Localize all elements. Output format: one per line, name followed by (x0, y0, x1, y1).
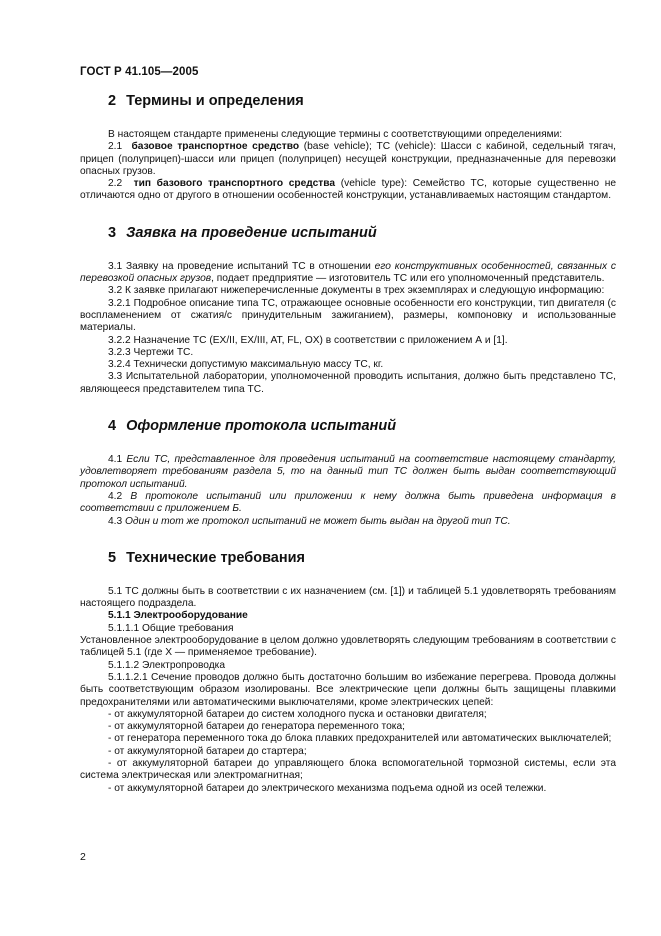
clause-5-1-1-2-1: 5.1.1.2.1 Сечение проводов должно быть достаточно большим во избежание перегрева. Провода должны быть соответствующим образом изолированы. Все электрические цепи должны быть защищены плавкими предохранителями или автоматическими выключателями, кроме электрических цепей: (80, 671, 616, 708)
clause-4-2: 4.2 В протоколе испытаний или приложении к нему должна быть приведена информация в соответствии с приложением Б. (80, 490, 616, 515)
section-2-title: Термины и определения (126, 93, 304, 109)
section-5-heading (108, 549, 616, 567)
section-4-title: Оформление протокола испытаний (126, 418, 397, 435)
clause-2-1: 2.1 базовое транспортное средство (base vehicle); ТС (vehicle): Шасси с кабиной, седельный тягач, прицеп (полуприцеп)-шасси или прицеп (полуприцеп) несущей конструкции, предназначенные для перевозки опасных грузов. (80, 141, 616, 177)
clause-5-1-1-1-text: Установленное электрооборудование в целом должно удовлетворять следующим требованиям в соответствии с таблицей 5.1 (где X — применяемое требование). (80, 635, 616, 659)
clause-3-2-1: 3.2.1 Подробное описание типа ТС, отражающее основные особенности его конструкции, тип двигателя (с воспламенением от сжатия/с принудительным зажиганием), размеры, компоновку и использованные материалы. (80, 297, 616, 334)
clause-3-2-3: 3.2.3 Чертежи ТС. (108, 346, 194, 358)
page-number: 2 (80, 851, 86, 863)
clause-3-2-2: 3.2.2 Назначение ТС (EX/II, EX/III, AT, FL, OX) в соответствии с приложением А и [1]. (108, 334, 508, 346)
section-4-heading (108, 417, 616, 435)
clause-3-1: 3.1 Заявку на проведение испытаний ТС в отношении его конструктивных особенностей, связанных с перевозкой опасных грузов, подает предприятие — изготовитель ТС или его уполномоченный представитель. (80, 260, 616, 285)
section-5-title: Технические требования (126, 549, 306, 566)
clause-2-2: 2.2 тип базового транспортного средства (vehicle type): Семейство ТС, которые существенно не отличаются одно от другого в отношении особенностей конструкции, устанавливаемых настоящим стандартом. (80, 178, 616, 202)
section-5-number: 5 (108, 549, 117, 566)
document-header: ГОСТ Р 41.105—2005 (80, 66, 199, 78)
section-3-number: 3 (108, 224, 117, 241)
list-item: - от аккумуляторной батареи до стартера; (108, 745, 307, 757)
document-body (80, 92, 616, 795)
clause-3-2: 3.2 К заявке прилагают нижеперечисленные документы в трех экземплярах и следующую информацию: (108, 285, 605, 297)
clause-4-1: 4.1 Если ТС, представленное для проведения испытаний на соответствие настоящему стандарту, удовлетворяет требованиям раздела 5, то на данный тип ТС должен быть выдан соответствующий протокол испытаний. (80, 454, 616, 490)
clause-5-1-1-1: 5.1.1.1 Общие требования (108, 622, 234, 634)
clause-5-1-1-2: 5.1.1.2 Электропроводка (108, 659, 226, 671)
clause-3-2-4: 3.2.4 Технически допустимую максимальную массу ТС, кг. (108, 359, 384, 371)
list-item: - от аккумуляторной батареи до электрического механизма подъема одной из осей тележки. (108, 782, 547, 794)
section-2-number: 2 (108, 93, 117, 109)
list-item: - от аккумуляторной батареи до управляющего блока вспомогательной тормозной системы, если эта система электрическая или электромагнитная; (80, 757, 616, 782)
exception-list (80, 709, 616, 795)
section-3-title: Заявка на проведение испытаний (126, 224, 377, 241)
clause-4-3: 4.3 Один и тот же протокол испытаний не может быть выдан на другой тип ТС. (108, 515, 511, 527)
section-3-heading (108, 224, 616, 242)
list-item: - от аккумуляторной батареи до генератора переменного тока; (108, 721, 405, 733)
list-item: - от аккумуляторной батареи до систем холодного пуска и остановки двигателя; (108, 708, 487, 720)
clause-5-1: 5.1 ТС должны быть в соответствии с их назначением (см. [1]) и таблицей 5.1 удовлетворять требованиям настоящего подраздела. (80, 585, 616, 610)
list-item: - от генератора переменного тока до блока плавких предохранителей или автоматических выключателей; (108, 733, 612, 745)
clause-3-3: 3.3 Испытательной лаборатории, уполномоченной проводить испытания, должно быть представлено ТС, являющееся представителем типа ТС. (80, 371, 616, 395)
clause-5-1-1: 5.1.1 Электрооборудование (108, 610, 248, 622)
section-2-heading (108, 92, 616, 110)
section-2-intro: В настоящем стандарте применены следующие термины с соответствующими определениями: (108, 129, 563, 140)
section-4-number: 4 (108, 418, 117, 435)
